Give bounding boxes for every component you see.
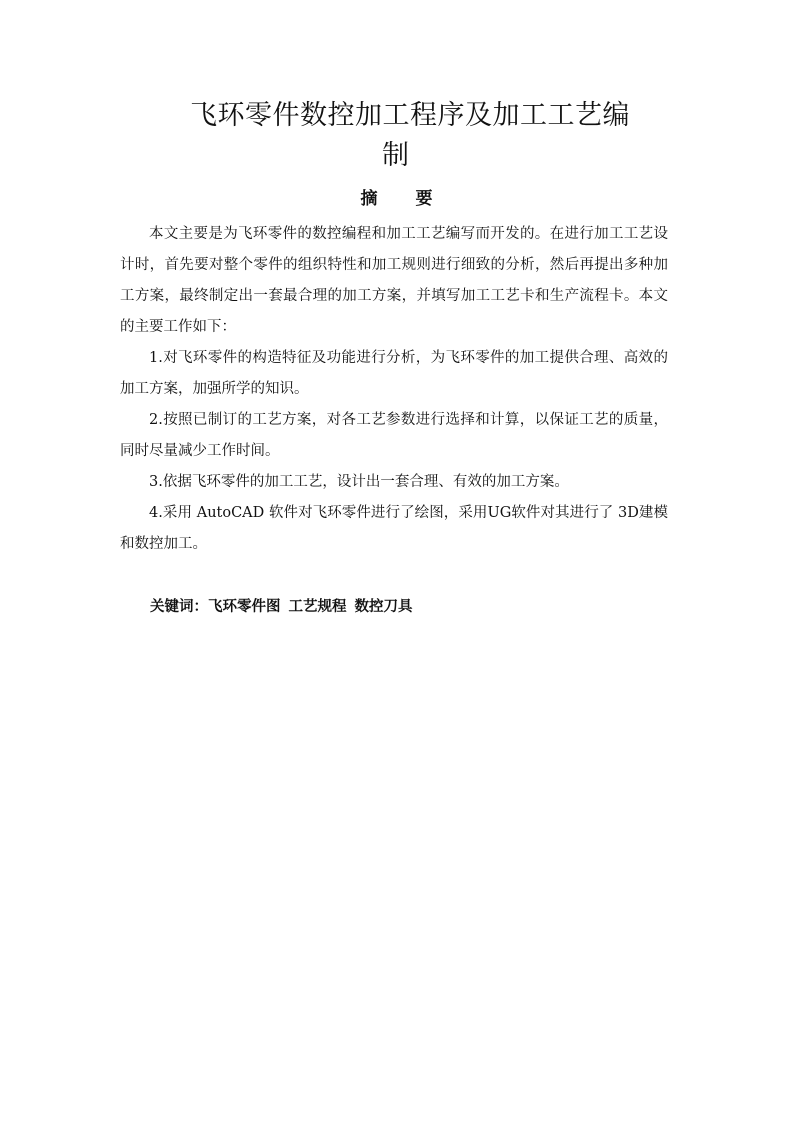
abstract-heading-char-2: 要 xyxy=(415,189,433,209)
document-title xyxy=(190,96,670,176)
abstract-body xyxy=(120,219,668,560)
abstract-heading xyxy=(0,184,793,209)
keywords-line xyxy=(150,594,421,620)
title-line-1: 飞环零件数控加工程序及加工工艺编 xyxy=(190,100,630,131)
keyword-2: 工艺规程 xyxy=(288,599,347,615)
abstract-paragraph-item-1: 1.对飞环零件的构造特征及功能进行分析，为飞环零件的加工提供合理、高效的加工方案，加强所学的知识。 xyxy=(120,350,668,397)
title-line-2: 制 xyxy=(382,140,410,171)
abstract-paragraph-item-2: 2.按照已制订的工艺方案，对各工艺参数进行选择和计算，以保证工艺的质量，同时尽量减少工作时间。 xyxy=(120,412,668,459)
keyword-1: 飞环零件图 xyxy=(208,599,281,615)
abstract-paragraph-item-3: 3.依据飞环零件的加工工艺，设计出一套合理、有效的加工方案。 xyxy=(149,474,569,490)
abstract-paragraph-intro: 本文主要是为飞环零件的数控编程和加工工艺编写而开发的。在进行加工工艺设计时，首先要对整个零件的组织特性和加工规则进行细致的分析，然后再提出多种加工方案，最终制定出一套最合理的加工方案，并填写加工工艺卡和生产流程卡。本文的主要工作如下： xyxy=(120,226,668,335)
keyword-3: 数控刀具 xyxy=(354,599,413,615)
keywords-label: 关键词： xyxy=(150,599,208,615)
abstract-paragraph-item-4: 4.采用 AutoCAD 软件对飞环零件进行了绘图，采用UG软件对其进行了 3D建模和数控加工。 xyxy=(120,505,668,552)
abstract-heading-char-1: 摘 xyxy=(360,189,378,209)
